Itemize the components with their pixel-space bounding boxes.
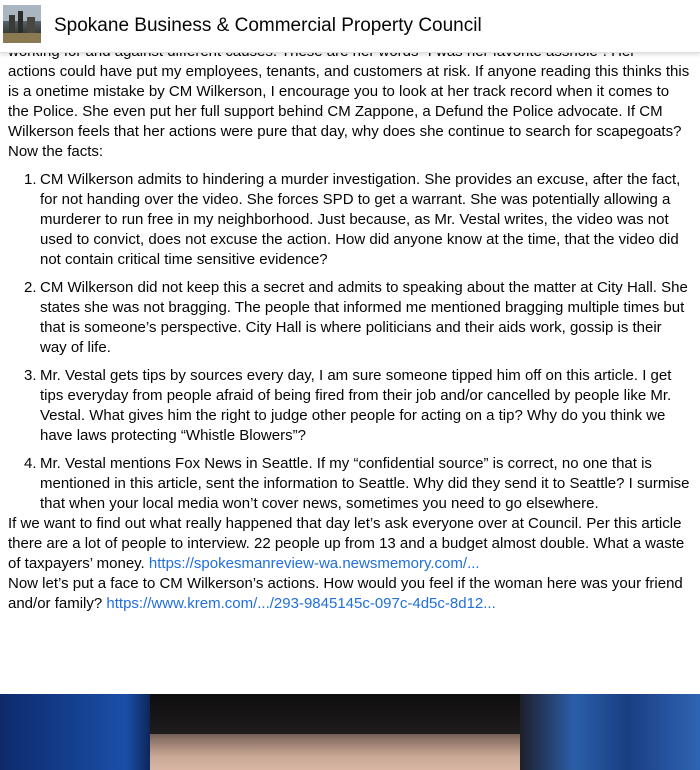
list-item	[8, 170, 692, 270]
council-text: If we want to find out what really happened that day let’s ask everyone over at Council. Per this article there are a lot of people to interview. 22 people up from 13 and a budget almost double. What a waste of taxpayers’ money.	[8, 515, 685, 572]
list-item	[8, 278, 692, 358]
list-number: 2.	[24, 279, 37, 296]
list-item-text: Mr. Vestal mentions Fox News in Seattle. If my “confidential source” is correct, no one that is mentioned in this article, sent the information to Seattle. Why did they send it to Seattle? I surmise that when your local media won’t cover news, sometimes you need to go elsewhere.	[40, 455, 690, 512]
page-name-link[interactable]: Spokane Business & Commercial Property Council	[54, 15, 482, 36]
spokesman-review-link[interactable]: https://spokesmanreview-wa.newsmemory.com/...	[148, 555, 480, 572]
list-number: 1.	[24, 171, 37, 188]
list-item-text: CM Wilkerson did not keep this a secret and admits to speaking about the matter at City Hall. She states she was not bragging. The people that informed me mentioned bragging multiple times but that is someone’s perspective. City Hall is where politicians and their aids work, gossip is their way of life.	[40, 279, 688, 356]
truncated-text-line	[8, 52, 692, 62]
list-item	[8, 454, 692, 514]
facts-intro: Now the facts:	[8, 143, 104, 160]
post-body	[8, 52, 692, 614]
post-photo[interactable]	[0, 694, 700, 770]
list-number: 4.	[24, 455, 37, 472]
list-item-text: CM Wilkerson admits to hindering a murder investigation. She provides an excuse, after the fact, for not handing over the video. She forces SPD to get a warrant. She was potentially allowing a murderer to run free in my neighborhood. Just because, as Mr. Vestal writes, the video was not used to convict, does not excuse the action. How did anyone know at the time, that the video did not contain critical time sensitive evidence?	[40, 171, 681, 268]
page-avatar[interactable]	[3, 5, 41, 43]
list-item-text: Mr. Vestal gets tips by sources every day, I am sure someone tipped him off on this article. I get tips everyday from people afraid of being fired from their job and/or cancelled by people like Mr. Vestal. What gives him the right to judge other people for acting on a tip? Why do you think we have laws protecting “Whistle Blowers”?	[40, 367, 672, 444]
page-header	[0, 0, 700, 53]
post-paragraph	[8, 514, 692, 574]
list-item	[8, 366, 692, 446]
face-text: Now let’s put a face to CM Wilkerson’s actions. How would you feel if the woman here was your friend and/or family?	[8, 575, 683, 612]
krem-link[interactable]: https://www.krem.com/.../293-9845145c-097c-4d5c-8d12...	[106, 595, 496, 612]
list-number: 3.	[24, 367, 37, 384]
facts-list	[8, 170, 692, 514]
post-paragraph: actions could have put my employees, tenants, and customers at risk. If anyone reading this thinks this is a onetime mistake by CM Wilkerson, I encourage you to look at her track record when it comes to the Police. She even put her full support behind CM Zappone, a Defund the Police advocate. If CM Wilkerson feels that her actions were pure that day, why does she continue to search for scapegoats?	[8, 63, 690, 140]
post-paragraph	[8, 574, 692, 614]
